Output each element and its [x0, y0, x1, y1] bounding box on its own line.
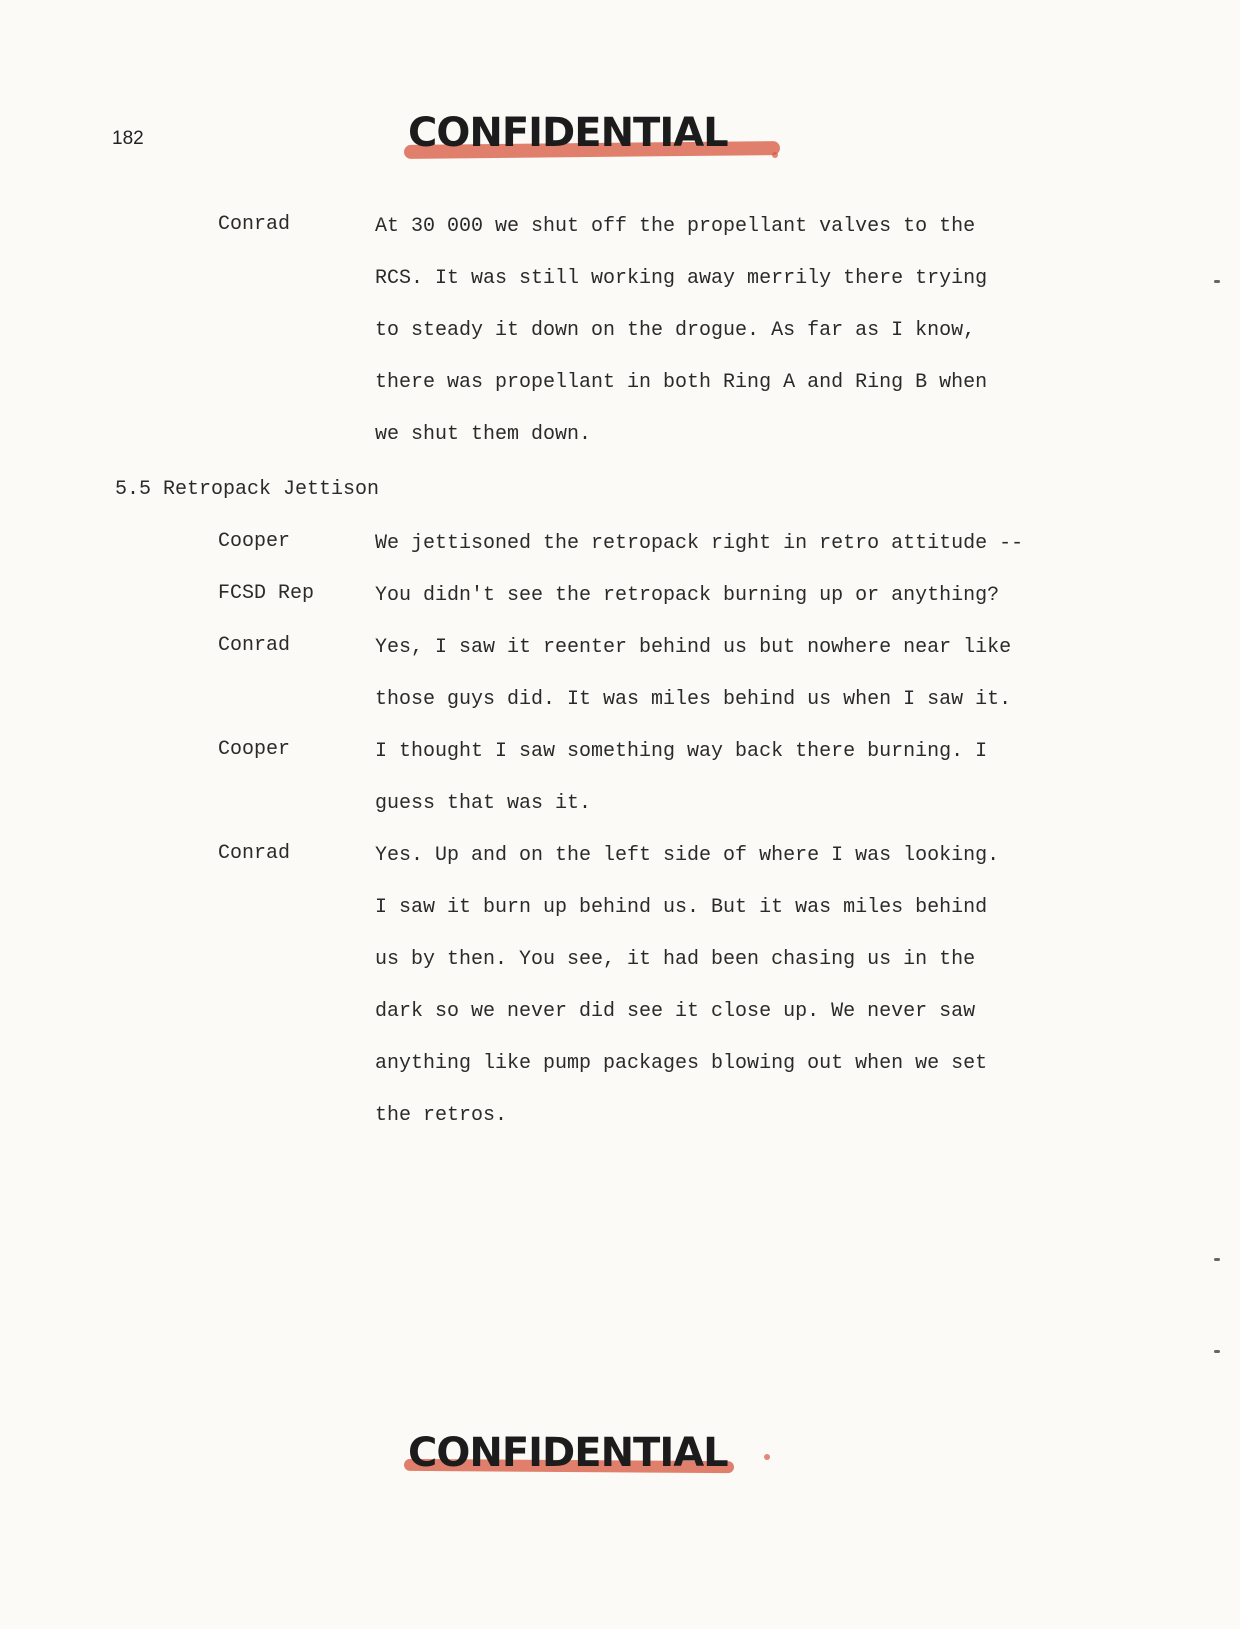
- classification-stamp-bottom: CONFIDENTIAL: [408, 1430, 728, 1476]
- dialogue-line: We jettisoned the retropack right in retro attitude --: [375, 532, 1024, 555]
- dialogue-line: You didn't see the retropack burning up or anything?: [375, 584, 1000, 607]
- dialogue-line: dark so we never did see it close up. We never saw: [375, 1000, 976, 1023]
- dialogue-line: the retros.: [375, 1104, 508, 1127]
- red-ink-dot: [772, 152, 778, 158]
- speaker-label: Conrad: [218, 842, 291, 865]
- margin-mark: [1214, 1350, 1220, 1353]
- dialogue-line: I saw it burn up behind us. But it was miles behind: [375, 896, 988, 919]
- dialogue-line: us by then. You see, it had been chasing us in the: [375, 948, 976, 971]
- dialogue-line: those guys did. It was miles behind us when I saw it.: [375, 688, 1012, 711]
- section-heading: 5.5 Retropack Jettison: [115, 478, 380, 501]
- speaker-label: Conrad: [218, 634, 291, 657]
- dialogue-line: I thought I saw something way back there burning. I: [375, 740, 988, 763]
- margin-mark: [1214, 280, 1220, 283]
- speaker-label: Conrad: [218, 213, 291, 236]
- dialogue-line: there was propellant in both Ring A and Ring B when: [375, 371, 988, 394]
- margin-mark: [1214, 1258, 1220, 1261]
- dialogue-line: to steady it down on the drogue. As far as I know,: [375, 319, 976, 342]
- speaker-label: FCSD Rep: [218, 582, 315, 605]
- classification-stamp-top: CONFIDENTIAL: [408, 110, 728, 156]
- dialogue-line: Yes. Up and on the left side of where I was looking.: [375, 844, 1000, 867]
- dialogue-line: we shut them down.: [375, 423, 592, 446]
- red-ink-dot: [764, 1454, 770, 1460]
- dialogue-line: anything like pump packages blowing out when we set: [375, 1052, 988, 1075]
- speaker-label: Cooper: [218, 530, 291, 553]
- page-number: 182: [112, 128, 144, 149]
- dialogue-line: At 30 000 we shut off the propellant valves to the: [375, 215, 976, 238]
- dialogue-line: RCS. It was still working away merrily there trying: [375, 267, 988, 290]
- speaker-label: Cooper: [218, 738, 291, 761]
- dialogue-line: Yes, I saw it reenter behind us but nowhere near like: [375, 636, 1012, 659]
- dialogue-line: guess that was it.: [375, 792, 592, 815]
